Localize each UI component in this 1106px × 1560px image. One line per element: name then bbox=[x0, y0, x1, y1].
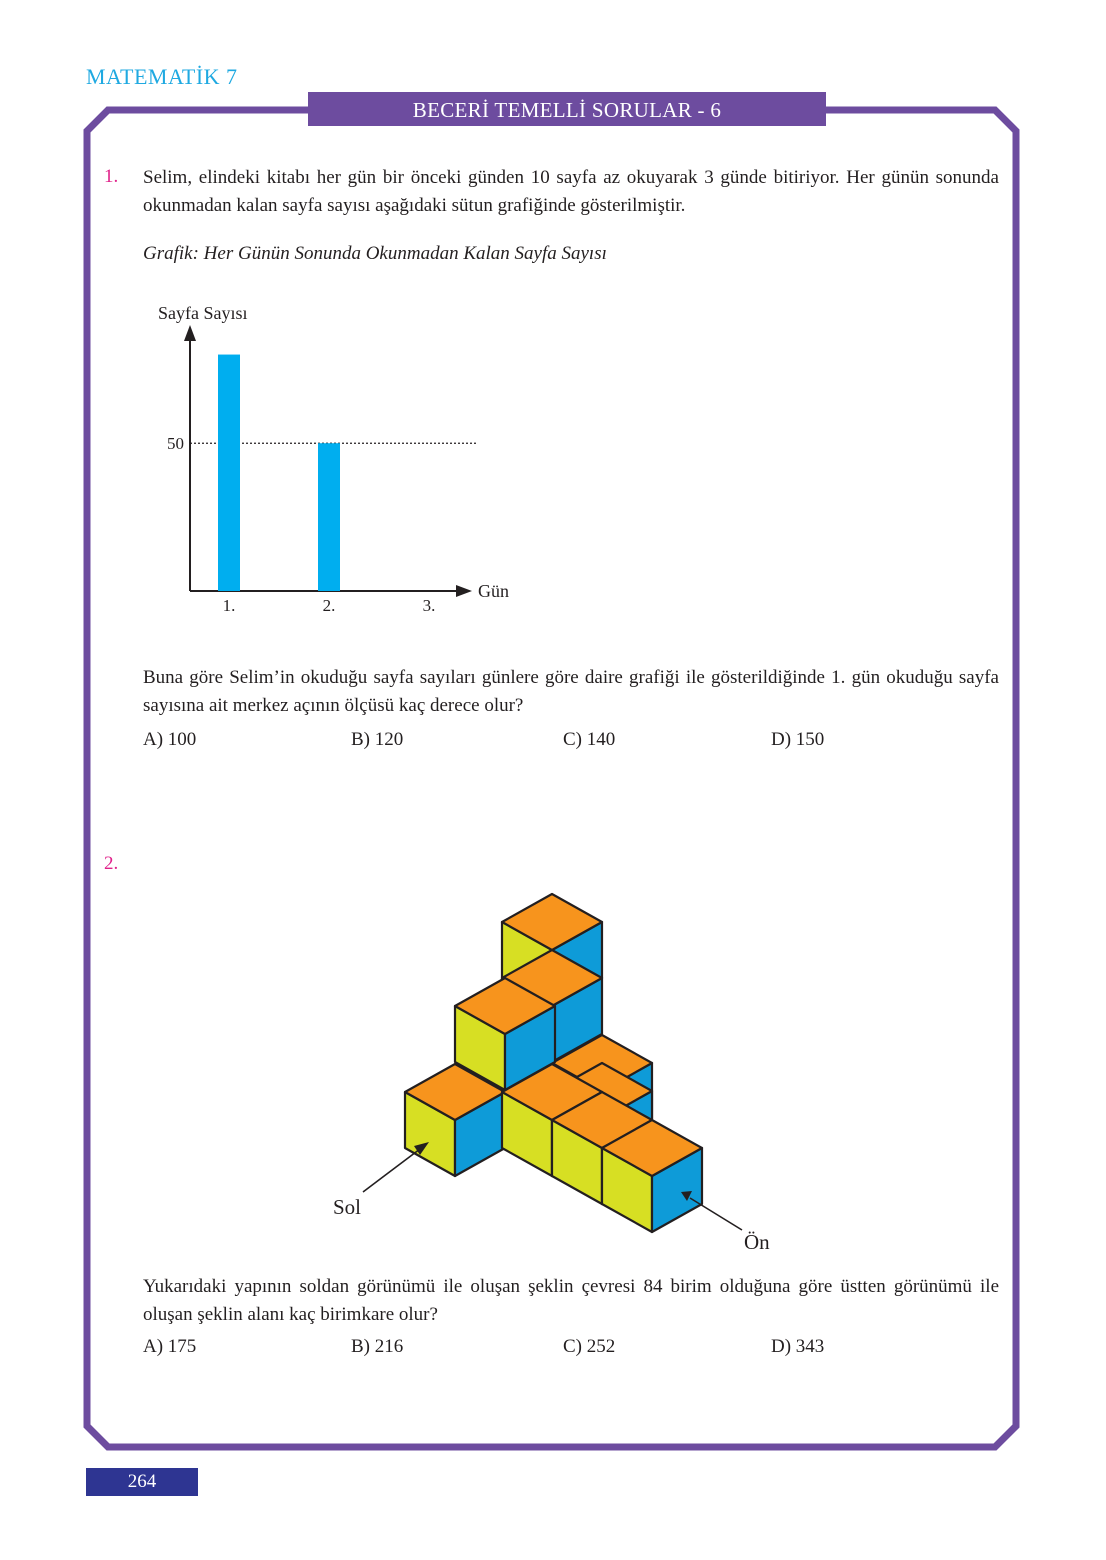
q1-option-b[interactable]: B) 120 bbox=[351, 729, 404, 750]
q1-option-a[interactable]: A) 100 bbox=[143, 729, 197, 750]
q2-option-d[interactable]: D) 343 bbox=[771, 1336, 825, 1357]
q2-option-a[interactable]: A) 175 bbox=[143, 1336, 197, 1357]
front-view-label: Ön bbox=[744, 1230, 770, 1254]
y-axis-label: Sayfa Sayısı bbox=[158, 303, 248, 323]
x-axis-label: Gün bbox=[478, 581, 509, 601]
q2-option-b[interactable]: B) 216 bbox=[351, 1336, 404, 1357]
x-tick-label: 1. bbox=[222, 596, 236, 615]
q2-option-c[interactable]: C) 252 bbox=[563, 1336, 616, 1357]
left-view-arrow bbox=[363, 1149, 420, 1192]
book-title: MATEMATİK 7 bbox=[86, 64, 238, 89]
chart-caption: Grafik: Her Günün Sonunda Okunmadan Kalan Sayfa Sayısı bbox=[143, 243, 607, 264]
q1-option-d[interactable]: D) 150 bbox=[771, 729, 825, 750]
question-1-number: 1. bbox=[104, 166, 119, 187]
question-1-text: Selim, elindeki kitabı her gün bir önceki günden 10 sayfa az okuyarak 3 günde bitiriyor. Her günün sonunda okunmadan kalan sayfa sayısı aşağıdaki sütun grafiğinde gösterilmiştir. bbox=[143, 167, 999, 216]
front-view-arrow bbox=[690, 1198, 742, 1230]
page-number: 264 bbox=[86, 1468, 198, 1496]
y-tick-label: 50 bbox=[167, 434, 184, 454]
x-tick-label: 2. bbox=[322, 596, 336, 615]
question-2-number: 2. bbox=[104, 853, 119, 874]
section-banner: BECERİ TEMELLİ SORULAR - 6 bbox=[308, 92, 826, 126]
q1-option-c[interactable]: C) 140 bbox=[563, 729, 616, 750]
question-1-prompt: Buna göre Selim’in okuduğu sayfa sayıları günlere göre daire grafiği ile gösterildiğinde 1. gün okuduğu sayfa sayısına ait merkez açının ölçüsü kaç derece olur? bbox=[143, 667, 999, 716]
question-2-prompt: Yukarıdaki yapının soldan görünümü ile oluşan şeklin çevresi 84 birim olduğuna göre üstten görünümü ile oluşan şeklin alanı kaç birimkare olur? bbox=[143, 1276, 999, 1325]
left-view-label: Sol bbox=[333, 1195, 362, 1219]
x-tick-label: 3. bbox=[422, 596, 436, 615]
